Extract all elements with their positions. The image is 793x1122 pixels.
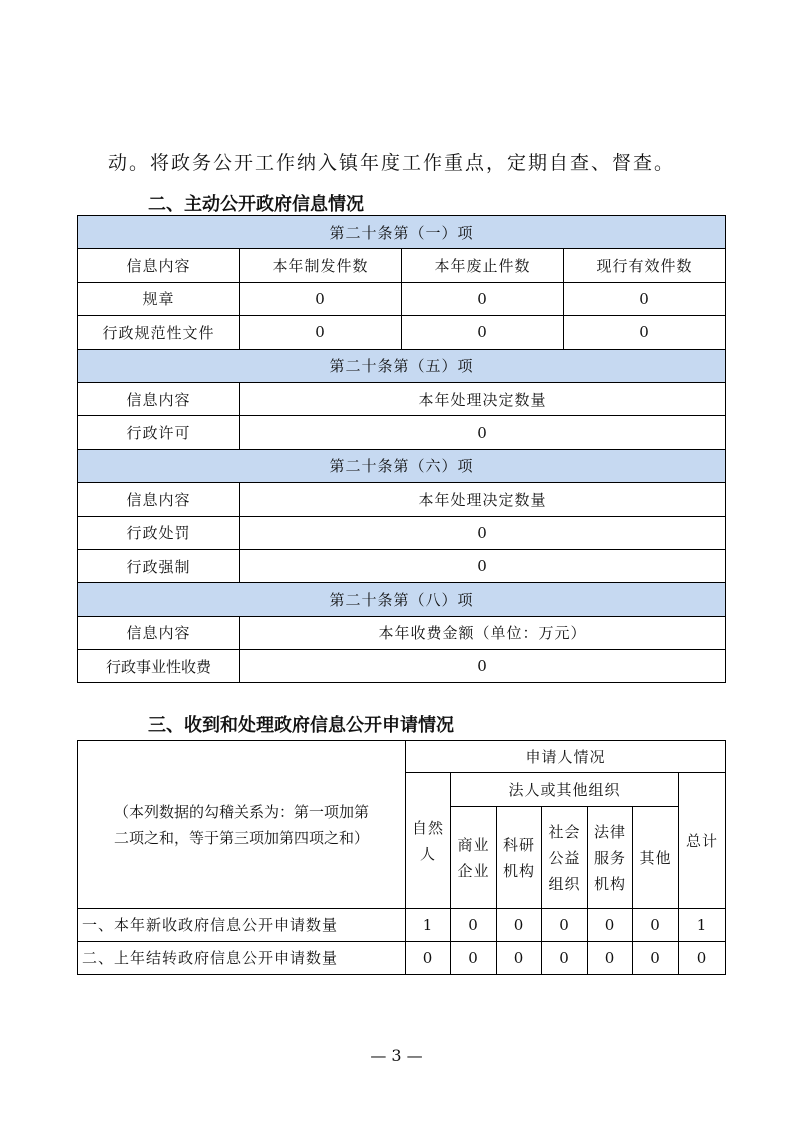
applicant-header: 申请人情况 bbox=[406, 741, 726, 773]
col-research bbox=[497, 807, 542, 909]
applications-table bbox=[77, 740, 726, 975]
table-cell: 0 bbox=[542, 942, 588, 975]
row-label: 二、上年结转政府信息公开申请数量 bbox=[78, 942, 406, 975]
col-text: 机构 bbox=[502, 861, 535, 880]
header-cell: 信息内容 bbox=[78, 249, 240, 282]
row-label: 一、本年新收政府信息公开申请数量 bbox=[78, 909, 406, 942]
header-cell: 本年处理决定数量 bbox=[240, 382, 726, 415]
col-text: 公益 bbox=[548, 848, 581, 867]
header-cell: 信息内容 bbox=[78, 382, 240, 415]
table-cell: 0 bbox=[451, 942, 497, 975]
col-text: 服务 bbox=[593, 848, 626, 867]
table-cell: 0 bbox=[588, 909, 633, 942]
table-cell: 0 bbox=[240, 549, 726, 582]
note-line-1: （本列数据的勾稽关系为：第一项加第 bbox=[113, 802, 369, 821]
row-label: 行政处罚 bbox=[78, 516, 240, 549]
table-cell: 0 bbox=[451, 909, 497, 942]
col-total: 总计 bbox=[679, 773, 726, 909]
col-text: 人 bbox=[419, 844, 436, 863]
header-cell: 本年收费金额（单位：万元） bbox=[240, 616, 726, 649]
col-text: 机构 bbox=[593, 874, 626, 893]
table-cell: 0 bbox=[564, 316, 726, 349]
active-disclosure-table bbox=[77, 215, 726, 683]
row-label: 规章 bbox=[78, 282, 240, 315]
col-text: 自然 bbox=[411, 818, 444, 837]
header-cell: 本年制发件数 bbox=[240, 249, 402, 282]
col-social bbox=[542, 807, 588, 909]
table-cell: 0 bbox=[406, 942, 451, 975]
table-cell: 0 bbox=[240, 282, 402, 315]
table-cell: 0 bbox=[588, 942, 633, 975]
table-cell: 0 bbox=[240, 316, 402, 349]
table-cell: 0 bbox=[633, 909, 679, 942]
col-text: 社会 bbox=[548, 822, 581, 841]
header-cell: 本年废止件数 bbox=[402, 249, 564, 282]
note-cell bbox=[78, 741, 406, 909]
block8-title: 第二十条第（八）项 bbox=[78, 583, 726, 616]
table-cell: 1 bbox=[406, 909, 451, 942]
row-label: 行政事业性收费 bbox=[78, 650, 240, 683]
section-heading-3: 三、收到和处理政府信息公开申请情况 bbox=[148, 715, 454, 736]
table-cell: 0 bbox=[497, 909, 542, 942]
table-cell: 0 bbox=[679, 942, 726, 975]
table-cell: 0 bbox=[240, 416, 726, 449]
paragraph-text: 动。将政务公开工作纳入镇年度工作重点，定期自查、督查。 bbox=[108, 152, 676, 174]
header-cell: 信息内容 bbox=[78, 483, 240, 516]
col-natural-person bbox=[406, 773, 451, 909]
row-label: 行政规范性文件 bbox=[78, 316, 240, 349]
col-text: 科研 bbox=[502, 835, 535, 854]
table-cell: 0 bbox=[240, 650, 726, 683]
legal-header: 法人或其他组织 bbox=[451, 773, 679, 807]
table-cell: 1 bbox=[679, 909, 726, 942]
note-line-2: 二项之和，等于第三项加第四项之和） bbox=[113, 828, 369, 847]
table-cell: 0 bbox=[564, 282, 726, 315]
col-text: 法律 bbox=[593, 822, 626, 841]
page-number: — 3 — bbox=[370, 1046, 423, 1065]
table-cell: 0 bbox=[542, 909, 588, 942]
col-legal-service bbox=[588, 807, 633, 909]
col-other: 其他 bbox=[633, 807, 679, 909]
table-cell: 0 bbox=[633, 942, 679, 975]
block5-title: 第二十条第（五）项 bbox=[78, 349, 726, 382]
row-label: 行政许可 bbox=[78, 416, 240, 449]
table-cell: 0 bbox=[402, 316, 564, 349]
table-cell: 0 bbox=[240, 516, 726, 549]
table-cell: 0 bbox=[402, 282, 564, 315]
col-text: 组织 bbox=[548, 874, 581, 893]
header-cell: 本年处理决定数量 bbox=[240, 483, 726, 516]
row-label: 行政强制 bbox=[78, 549, 240, 582]
block1-title: 第二十条第（一）项 bbox=[78, 216, 726, 249]
col-business bbox=[451, 807, 497, 909]
section-heading-2: 二、主动公开政府信息情况 bbox=[148, 194, 364, 215]
col-text: 商业 bbox=[457, 835, 490, 854]
block6-title: 第二十条第（六）项 bbox=[78, 449, 726, 482]
table-cell: 0 bbox=[497, 942, 542, 975]
header-cell: 信息内容 bbox=[78, 616, 240, 649]
col-text: 企业 bbox=[457, 861, 490, 880]
header-cell: 现行有效件数 bbox=[564, 249, 726, 282]
